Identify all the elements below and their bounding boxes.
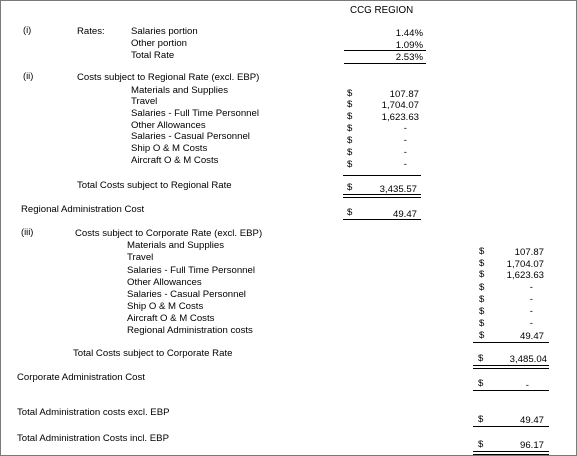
currency-symbol: $ <box>478 414 484 425</box>
cost-value: 1,704.07 <box>381 100 419 111</box>
currency-symbol: $ <box>347 111 353 122</box>
currency-symbol: $ <box>347 99 353 110</box>
section-ii-title: Costs subject to Regional Rate (excl. EBP) <box>77 72 260 83</box>
section-ii-label: (ii) <box>23 71 34 81</box>
cost-label: Ship O & M Costs <box>127 301 204 312</box>
double-rule <box>473 451 549 455</box>
currency-symbol: $ <box>347 147 353 158</box>
cost-value: - <box>529 294 533 305</box>
subtotal-rule <box>473 342 549 343</box>
cost-value: - <box>529 318 533 329</box>
double-rule <box>343 194 421 198</box>
cost-label: Materials and Supplies <box>131 85 229 96</box>
cost-label: Salaries - Full Time Personnel <box>127 265 255 276</box>
cost-label: Salaries - Full Time Personnel <box>131 108 259 119</box>
cost-label: Ship O & M Costs <box>131 143 208 154</box>
cost-label: Other Allowances <box>131 120 206 131</box>
cost-label: Travel <box>127 252 154 263</box>
currency-symbol: $ <box>479 246 485 257</box>
cost-value: - <box>403 123 407 134</box>
regional-total-value: 3,435.57 <box>379 184 417 195</box>
currency-symbol: $ <box>347 159 353 170</box>
cost-value: 49.47 <box>519 331 544 342</box>
currency-symbol: $ <box>347 207 353 218</box>
rate-label: Other portion <box>131 38 187 49</box>
region-header: CCG REGION <box>350 5 414 16</box>
currency-symbol: $ <box>347 182 353 193</box>
section-iii-title: Costs subject to Corporate Rate (excl. EBP) <box>75 228 263 239</box>
currency-symbol: $ <box>479 258 485 269</box>
cost-value: - <box>403 135 407 146</box>
total-excl-value: 49.47 <box>519 415 544 426</box>
total-rule <box>473 426 549 427</box>
cost-label: Aircraft O & M Costs <box>127 313 215 324</box>
subtotal-rule <box>343 175 421 176</box>
total-rule <box>344 63 426 64</box>
double-rule <box>473 365 549 369</box>
rate-value: 1.09% <box>395 40 423 51</box>
regional-admin-value: 49.47 <box>392 209 417 220</box>
total-incl-label: Total Administration Costs incl. EBP <box>17 433 169 444</box>
currency-symbol: $ <box>479 269 485 280</box>
corporate-admin-value: - <box>525 380 529 391</box>
cost-value: - <box>529 306 533 317</box>
regional-admin-label: Regional Administration Cost <box>21 204 145 215</box>
currency-symbol: $ <box>478 353 484 364</box>
corporate-total-value: 3,485.04 <box>509 354 547 365</box>
currency-symbol: $ <box>479 282 485 293</box>
currency-symbol: $ <box>347 88 353 99</box>
currency-symbol: $ <box>478 378 484 389</box>
currency-symbol: $ <box>479 330 485 341</box>
cost-value: 1,623.63 <box>506 270 544 281</box>
currency-symbol: $ <box>479 306 485 317</box>
cost-label: Salaries - Casual Personnel <box>131 131 250 142</box>
cost-value: 107.87 <box>389 89 419 100</box>
cost-label: Aircraft O & M Costs <box>131 155 219 166</box>
total-rate-value: 2.53% <box>395 52 423 63</box>
cost-label: Salaries - Casual Personnel <box>127 289 246 300</box>
currency-symbol: $ <box>479 318 485 329</box>
regional-total-label: Total Costs subject to Regional Rate <box>77 180 232 191</box>
cost-value: - <box>403 147 407 158</box>
currency-symbol: $ <box>347 123 353 134</box>
total-incl-value: 96.17 <box>519 440 544 451</box>
section-iii-label: (iii) <box>21 227 34 237</box>
cost-value: 1,623.63 <box>381 112 419 123</box>
total-rule <box>343 219 421 220</box>
rate-value: 1.44% <box>395 28 423 39</box>
cost-value: - <box>529 282 533 293</box>
cost-value: - <box>403 159 407 170</box>
cost-label: Travel <box>131 96 158 107</box>
cost-label: Other Allowances <box>127 277 202 288</box>
total-excl-label: Total Administration costs excl. EBP <box>17 407 170 418</box>
cost-label: Regional Administration costs <box>127 325 253 336</box>
currency-symbol: $ <box>478 439 484 450</box>
corporate-total-label: Total Costs subject to Corporate Rate <box>73 348 233 359</box>
section-i-label: (i) <box>23 25 32 35</box>
section-i-title: Rates: <box>77 26 105 37</box>
cost-label: Materials and Supplies <box>127 240 225 251</box>
currency-symbol: $ <box>479 294 485 305</box>
cost-value: 1,704.07 <box>506 259 544 270</box>
rate-label: Salaries portion <box>131 26 198 37</box>
cost-value: 107.87 <box>514 247 544 258</box>
total-rate-label: Total Rate <box>131 50 175 61</box>
corporate-admin-label: Corporate Administration Cost <box>17 372 145 383</box>
currency-symbol: $ <box>347 135 353 146</box>
subtotal-rule <box>344 50 426 51</box>
total-rule <box>473 390 549 391</box>
